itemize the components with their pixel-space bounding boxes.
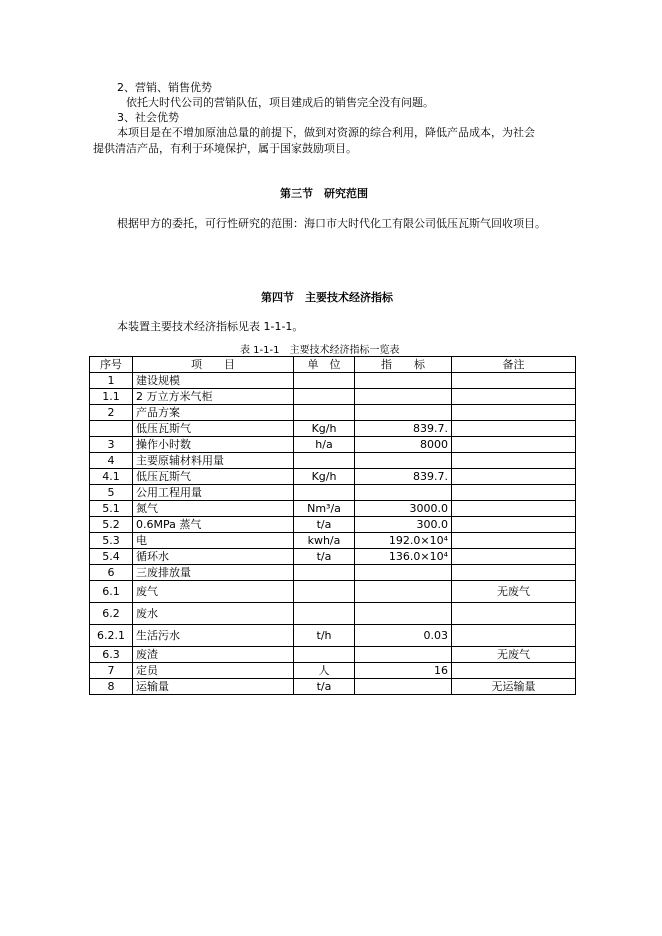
table-row [90, 565, 576, 581]
cell-value: 16 [355, 663, 452, 679]
cell-note [452, 603, 576, 625]
cell-item: 公用工程用量 [133, 485, 294, 501]
cell-note: 无运输量 [452, 679, 576, 695]
cell-no: 5 [90, 485, 133, 501]
cell-item: 电 [133, 533, 294, 549]
cell-note [452, 517, 576, 533]
table-row [90, 625, 576, 647]
cell-unit: h/a [294, 437, 355, 453]
section4-title: 第四节 主要技术经济指标 [261, 291, 393, 304]
cell-note [452, 405, 576, 421]
table-row [90, 679, 576, 695]
cell-item: 主要原辅材料用量 [133, 453, 294, 469]
section4-text: 本装置主要技术经济指标见表 1-1-1。 [117, 320, 304, 333]
table-row [90, 517, 576, 533]
cell-item: 废气 [133, 581, 294, 603]
cell-unit [294, 603, 355, 625]
cell-no: 2 [90, 405, 133, 421]
cell-no: 1 [90, 373, 133, 389]
cell-value [355, 581, 452, 603]
cell-item: 废水 [133, 603, 294, 625]
cell-no: 6 [90, 565, 133, 581]
table-row [90, 437, 576, 453]
cell-value [355, 453, 452, 469]
cell-no [90, 421, 133, 437]
table-row [90, 469, 576, 485]
cell-item: 操作小时数 [133, 437, 294, 453]
cell-item: 产品方案 [133, 405, 294, 421]
cell-unit [294, 373, 355, 389]
cell-unit: t/a [294, 679, 355, 695]
cell-value [355, 373, 452, 389]
cell-item: 建设规模 [133, 373, 294, 389]
cell-no: 5.3 [90, 533, 133, 549]
cell-no: 5.2 [90, 517, 133, 533]
cell-note [452, 663, 576, 679]
section3-title: 第三节 研究范围 [280, 187, 368, 200]
marketing-heading: 2、营销、销售优势 [117, 81, 212, 94]
social-heading: 3、社会优势 [117, 111, 179, 124]
cell-no: 5.4 [90, 549, 133, 565]
cell-note [452, 533, 576, 549]
cell-note [452, 421, 576, 437]
tech-indicators-table [89, 356, 576, 695]
cell-unit: kwh/a [294, 533, 355, 549]
cell-no: 6.2.1 [90, 625, 133, 647]
cell-note: 无废气 [452, 581, 576, 603]
header-note: 备注 [452, 357, 576, 373]
cell-unit [294, 565, 355, 581]
social-text-line-2: 提供清洁产品，有利于环境保护，属于国家鼓励项目。 [93, 142, 357, 155]
cell-value [355, 679, 452, 695]
cell-note: 无废气 [452, 647, 576, 663]
cell-no: 5.1 [90, 501, 133, 517]
marketing-text: 依托大时代公司的营销队伍，项目建成后的销售完全没有问题。 [126, 96, 434, 109]
header-item: 项 目 [133, 357, 294, 373]
cell-value [355, 603, 452, 625]
table-row [90, 581, 576, 603]
cell-value [355, 647, 452, 663]
table-row [90, 647, 576, 663]
cell-note [452, 565, 576, 581]
table-row [90, 501, 576, 517]
table-row [90, 533, 576, 549]
header-value: 指 标 [355, 357, 452, 373]
table-row [90, 453, 576, 469]
cell-no: 8 [90, 679, 133, 695]
cell-unit: Kg/h [294, 469, 355, 485]
cell-no: 1.1 [90, 389, 133, 405]
cell-unit [294, 581, 355, 603]
table-row [90, 389, 576, 405]
cell-note [452, 625, 576, 647]
cell-unit [294, 647, 355, 663]
cell-unit: t/a [294, 517, 355, 533]
cell-value: 0.03 [355, 625, 452, 647]
cell-value [355, 389, 452, 405]
cell-no: 6.3 [90, 647, 133, 663]
table-row [90, 485, 576, 501]
cell-value: 136.0×10⁴ [355, 549, 452, 565]
cell-item: 运输量 [133, 679, 294, 695]
section3-text: 根据甲方的委托，可行性研究的范围：海口市大时代化工有限公司低压瓦斯气回收项目。 [117, 217, 546, 230]
cell-unit: Nm³/a [294, 501, 355, 517]
table-row [90, 421, 576, 437]
cell-value: 3000.0 [355, 501, 452, 517]
cell-value: 192.0×10⁴ [355, 533, 452, 549]
table-caption: 表 1-1-1 主要技术经济指标一览表 [240, 345, 400, 356]
table-row [90, 663, 576, 679]
cell-unit: 人 [294, 663, 355, 679]
cell-note [452, 485, 576, 501]
cell-item: 循环水 [133, 549, 294, 565]
cell-note [452, 389, 576, 405]
header-no: 序号 [90, 357, 133, 373]
cell-value: 839.7. [355, 421, 452, 437]
cell-no: 7 [90, 663, 133, 679]
cell-no: 4 [90, 453, 133, 469]
table-row [90, 603, 576, 625]
cell-note [452, 549, 576, 565]
cell-value [355, 405, 452, 421]
cell-unit [294, 485, 355, 501]
cell-note [452, 453, 576, 469]
cell-unit [294, 389, 355, 405]
cell-unit [294, 453, 355, 469]
cell-unit: t/h [294, 625, 355, 647]
table-row [90, 373, 576, 389]
cell-no: 4.1 [90, 469, 133, 485]
table-row [90, 405, 576, 421]
cell-item: 低压瓦斯气 [133, 421, 294, 437]
cell-unit: Kg/h [294, 421, 355, 437]
social-text-line-1: 本项目是在不增加原油总量的前提下，做到对资源的综合利用，降低产品成本，为社会 [117, 126, 535, 139]
cell-unit: t/a [294, 549, 355, 565]
table-header-row [90, 357, 576, 373]
cell-note [452, 373, 576, 389]
cell-item: 低压瓦斯气 [133, 469, 294, 485]
cell-item: 生活污水 [133, 625, 294, 647]
cell-note [452, 501, 576, 517]
cell-no: 3 [90, 437, 133, 453]
cell-value: 839.7. [355, 469, 452, 485]
cell-value: 8000 [355, 437, 452, 453]
cell-value: 300.0 [355, 517, 452, 533]
cell-item: 0.6MPa 蒸气 [133, 517, 294, 533]
cell-unit [294, 405, 355, 421]
cell-value [355, 485, 452, 501]
cell-note [452, 469, 576, 485]
cell-note [452, 437, 576, 453]
cell-item: 三废排放量 [133, 565, 294, 581]
cell-item: 氮气 [133, 501, 294, 517]
table-row [90, 549, 576, 565]
cell-value [355, 565, 452, 581]
cell-item: 2 万立方米气柜 [133, 389, 294, 405]
header-unit: 单 位 [294, 357, 355, 373]
cell-item: 定员 [133, 663, 294, 679]
cell-item: 废渣 [133, 647, 294, 663]
cell-no: 6.1 [90, 581, 133, 603]
cell-no: 6.2 [90, 603, 133, 625]
